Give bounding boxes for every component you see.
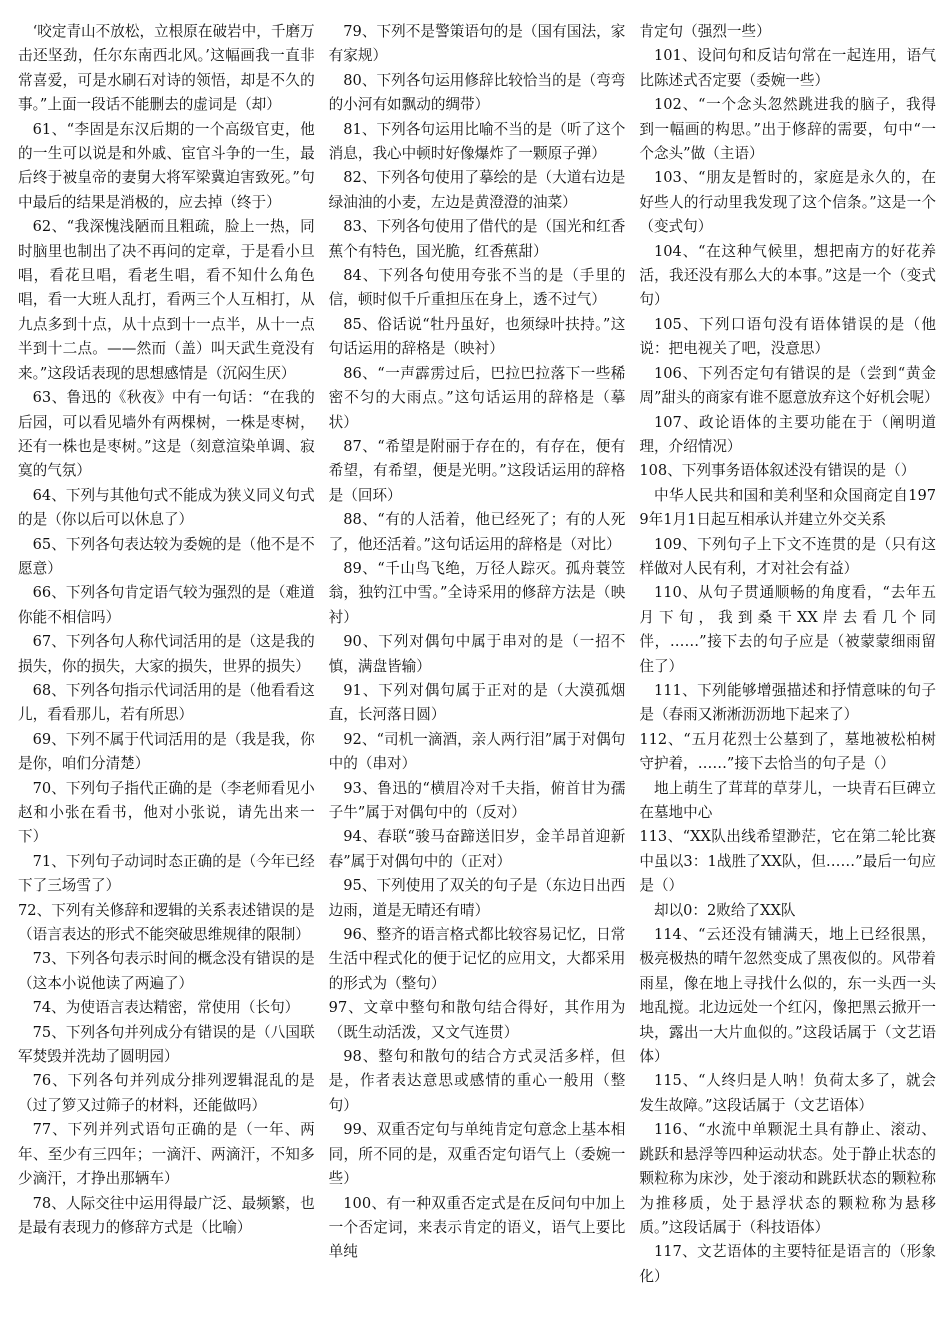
question-paragraph: 91、下列对偶句属于正对的是（大漠孤烟直，长河落日圆） (328, 681, 626, 724)
question-paragraph: 62、“我深愧浅陋而且粗疏，脸上一热，同时脑里也制出了决不再问的定章，于是看小旦唱，看花旦唱，看老生唱，看不知什么角色唱，看一大班人乱打，看两三个人互相打，从九点多到十点，从十点到十一点半，从十一点半到十二点。——然而（盖）叫天武生竟没有来。”这段话表现的思想感情是（沉闷生厌） (18, 218, 315, 382)
question-paragraph: 89、“千山鸟飞绝，万径人踪灭。孤舟蓑笠翁，独钓江中雪。”全诗采用的修辞方法是（映衬） (328, 559, 626, 626)
question-paragraph: 67、下列各句人称代词活用的是（这是我的损失，你的损失，大家的损失，世界的损失） (18, 633, 315, 675)
question-paragraph: 87、“希望是附丽于存在的，有存在，便有希望，有希望，便是光明。”这段话运用的辞格是（回环） (328, 437, 626, 504)
question-paragraph: 100、有一种双重否定式是在反问句中加上一个否定词，来表示肯定的语义，语气上要比单纯 (328, 1194, 626, 1261)
question-paragraph: 112、“五月花烈士公墓到了，墓地被松柏树守护着，……”接下去恰当的句子是（） (639, 730, 937, 773)
question-paragraph: 104、“在这种气候里，想把南方的好花养活，我还没有那么大的本事。”这是一个（变式句） (639, 242, 937, 309)
question-paragraph: 96、整齐的语言格式都比较容易记忆，日常生活中程式化的便于记忆的应用文，大都采用的形式为（整句） (328, 926, 626, 992)
question-paragraph: 69、下列不属于代词活用的是（我是我，你是你，咱们分清楚） (18, 730, 315, 773)
question-paragraph: 70、下列句子指代正确的是（李老师看见小赵和小张在看书，他对小张说，请先出来一下） (18, 779, 315, 846)
question-paragraph: 113、“XX队出线希望渺茫，它在第二轮比赛中虽以3：1战胜了XX队，但……”最后一句应是（） (639, 828, 937, 895)
question-paragraph: 68、下列各句指示代词活用的是（他看看这儿，看看那儿，若有所思） (18, 681, 315, 724)
question-paragraph: 109、下列句子上下文不连贯的是（只有这样做对人民有利，才对社会有益） (639, 535, 937, 577)
question-paragraph: 78、人际交往中运用得最广泛、最频繁，也是最有表现力的修辞方式是（比喻） (18, 1194, 315, 1236)
question-paragraph: 75、下列各句并列成分有错误的是（八国联军焚毁并洗劫了圆明园） (18, 1023, 315, 1066)
question-paragraph: 61、“李固是东汉后期的一个高级官吏，他的一生可以说是和外戚、宦官斗争的一生，最后终于被皇帝的妻舅大将军梁冀迫害致死。”句中最后的结果是消极的，应去掉（终于） (18, 120, 315, 211)
question-paragraph: 114、“云还没有铺满天，地上已经很黑，极亮极热的晴午忽然变成了黑夜似的。风带着雨星，像在地上寻找什么似的，东一头西一头地乱搅。北边远处一个红闪，像把黑云掀开一块，露出一大片血似的。”这段话属于（文艺语体） (639, 926, 937, 1066)
question-paragraph: 64、下列与其他句式不能成为狭义同义句式的是（你以后可以休息了） (18, 486, 315, 529)
question-paragraph: ‘咬定青山不放松，立根原在破岩中，千磨万击还坚劲，任尔东南西北风。’这幅画我一直非常喜爱，可是水刷石对诗的领悟，却是不久的事。”上面一段话不能删去的虚词是（却） (18, 23, 315, 114)
question-paragraph: 102、“一个念头忽然跳进我的脑子，我得到一幅画的构思。”出于修辞的需要，句中“一个念头”做（主语） (639, 96, 937, 163)
question-paragraph: 66、下列各句肯定语气较为强烈的是（难道你能不相信吗） (18, 584, 315, 626)
question-paragraph: 94、春联“骏马奋蹄送旧岁，金羊昂首迎新春”属于对偶句中的（正对） (328, 828, 626, 870)
question-paragraph: 90、下列对偶句中属于串对的是（一招不慎，满盘皆输） (328, 633, 626, 675)
column-left (18, 20, 315, 1344)
question-paragraph: 103、“朋友是暂时的，家庭是永久的，在好些人的行动里我发现了这个信条。”这是一个（变式句） (639, 169, 937, 236)
question-paragraph: 116、“水流中单颗泥土具有静止、滚动、跳跃和悬浮等四种运动状态。处于静止状态的颗粒称为床沙，处于滚动和跳跃状态的颗粒称为推移质，处于悬浮状态的颗粒称为悬移质。”这段话属于（科技语体） (639, 1121, 937, 1236)
question-paragraph: 107、政论语体的主要功能在于（阐明道理，介绍情况） (639, 413, 937, 455)
question-paragraph: 63、鲁迅的《秋夜》中有一句话：“在我的后园，可以看见墙外有两棵树，一株是枣树，还有一株也是枣树。”这是（刻意渲染单调、寂寞的气氛） (18, 389, 315, 480)
question-paragraph: 115、“人终归是人呐！负荷太多了，就会发生故障。”这段话属于（文艺语体） (639, 1072, 937, 1114)
question-paragraph: 105、下列口语句没有语体错误的是（他说：把电视关了吧，没意思） (639, 315, 937, 358)
question-paragraph: 92、“司机一滴酒，亲人两行泪”属于对偶句中的（串对） (328, 730, 626, 773)
question-paragraph: 117、文艺语体的主要特征是语言的（形象化） (639, 1243, 937, 1285)
question-paragraph: 77、下列并列式语句正确的是（一年、两年、至少有三四年；一滴汗、两滴汗，不知多少滴汗，才挣出那辆车） (18, 1121, 315, 1188)
question-paragraph: 76、下列各句并列成分排列逻辑混乱的是（过了箩又过筛子的材料，还能做吗） (18, 1072, 315, 1114)
question-paragraph: 85、俗话说“牡丹虽好，也须绿叶扶持。”这句话运用的辞格是（映衬） (328, 315, 626, 358)
question-paragraph: 95、下列使用了双关的句子是（东边日出西边雨，道是无晴还有晴） (328, 877, 626, 919)
question-paragraph: 88、“有的人活着，他已经死了；有的人死了，他还活着。”这句话运用的辞格是（对比） (328, 511, 626, 553)
question-paragraph: 65、下列各句表达较为委婉的是（他不是不愿意） (18, 535, 315, 577)
question-paragraph: 72、下列有关修辞和逻辑的关系表述错误的是（语言表达的形式不能突破思维规律的限制） (18, 901, 315, 944)
question-paragraph: 98、整句和散句的结合方式灵活多样，但是，作者表达意思或感情的重心一般用（整句） (328, 1048, 626, 1114)
question-paragraph: 108、下列事务语体叙述没有错误的是（） (639, 462, 916, 480)
column-right (639, 20, 939, 1344)
question-paragraph: 73、下列各句表示时间的概念没有错误的是（这本小说他读了两遍了） (18, 950, 315, 992)
question-paragraph: 110、从句子贯通顺畅的角度看，“去年五月下旬，我到桑干XX岸去看几个同伴，……”接下去的句子应是（被蒙蒙细雨留住了） (639, 584, 937, 675)
question-paragraph: 83、下列各句使用了借代的是（国光和红香蕉个有特色，国光脆，红香蕉甜） (328, 218, 626, 260)
question-paragraph: 80、下列各句运用修辞比较恰当的是（弯弯的小河有如飘动的绸带） (328, 71, 626, 114)
question-paragraph: 81、下列各句运用比喻不当的是（听了这个消息，我心中顿时好像爆炸了一颗原子弹） (328, 120, 626, 163)
question-paragraph: 93、鲁迅的“横眉冷对千夫指，俯首甘为孺子牛”属于对偶句中的（反对） (328, 779, 626, 821)
question-paragraph: 99、双重否定句与单纯肯定句意念上基本相同，所不同的是，双重否定句语气上（委婉一些） (328, 1121, 626, 1188)
question-paragraph: 84、下列各句使用夸张不当的是（手里的信，顿时似千斤重担压在身上，透不过气） (328, 267, 626, 309)
question-paragraph: 86、“一声霹雳过后，巴拉巴拉落下一些稀密不匀的大雨点。”这句话运用的辞格是（摹状） (328, 364, 626, 431)
question-paragraph: 79、下列不是警策语句的是（国有国法，家有家规） (328, 23, 626, 65)
column-middle (329, 20, 626, 1344)
question-paragraph: 111、下列能够增强描述和抒情意味的句子是（春雨又淅淅沥沥地下起来了） (639, 681, 937, 724)
question-paragraph: 71、下列句子动词时态正确的是（今年已经下了三场雪了） (18, 852, 315, 895)
question-paragraph: 101、设问句和反诘句常在一起连用，语气比陈述式否定要（委婉一些） (639, 47, 937, 89)
question-paragraph: 106、下列否定句有错误的是（尝到“黄金周”甜头的商家有谁不愿意放弃这个好机会呢） (639, 364, 939, 407)
question-paragraph: 97、文章中整句和散句结合得好，其作用为（既生动活泼，又文气连贯） (328, 999, 626, 1041)
question-paragraph: 地上萌生了茸茸的草芽儿，一块青石巨碑立在墓地中心 (639, 779, 937, 821)
question-paragraph: 肯定句（强烈一些） (639, 23, 771, 40)
question-paragraph: 中华人民共和国和美利坚和众国商定自1979年1月1日起互相承认并建立外交关系 (639, 486, 937, 529)
question-paragraph: 74、为使语言表达精密，常使用（长句） (32, 999, 300, 1017)
question-paragraph: 82、下列各句使用了摹绘的是（大道右边是绿油油的小麦，左边是黄澄澄的油菜） (328, 169, 626, 211)
question-paragraph: 却以0：2败给了XX队 (653, 901, 796, 919)
